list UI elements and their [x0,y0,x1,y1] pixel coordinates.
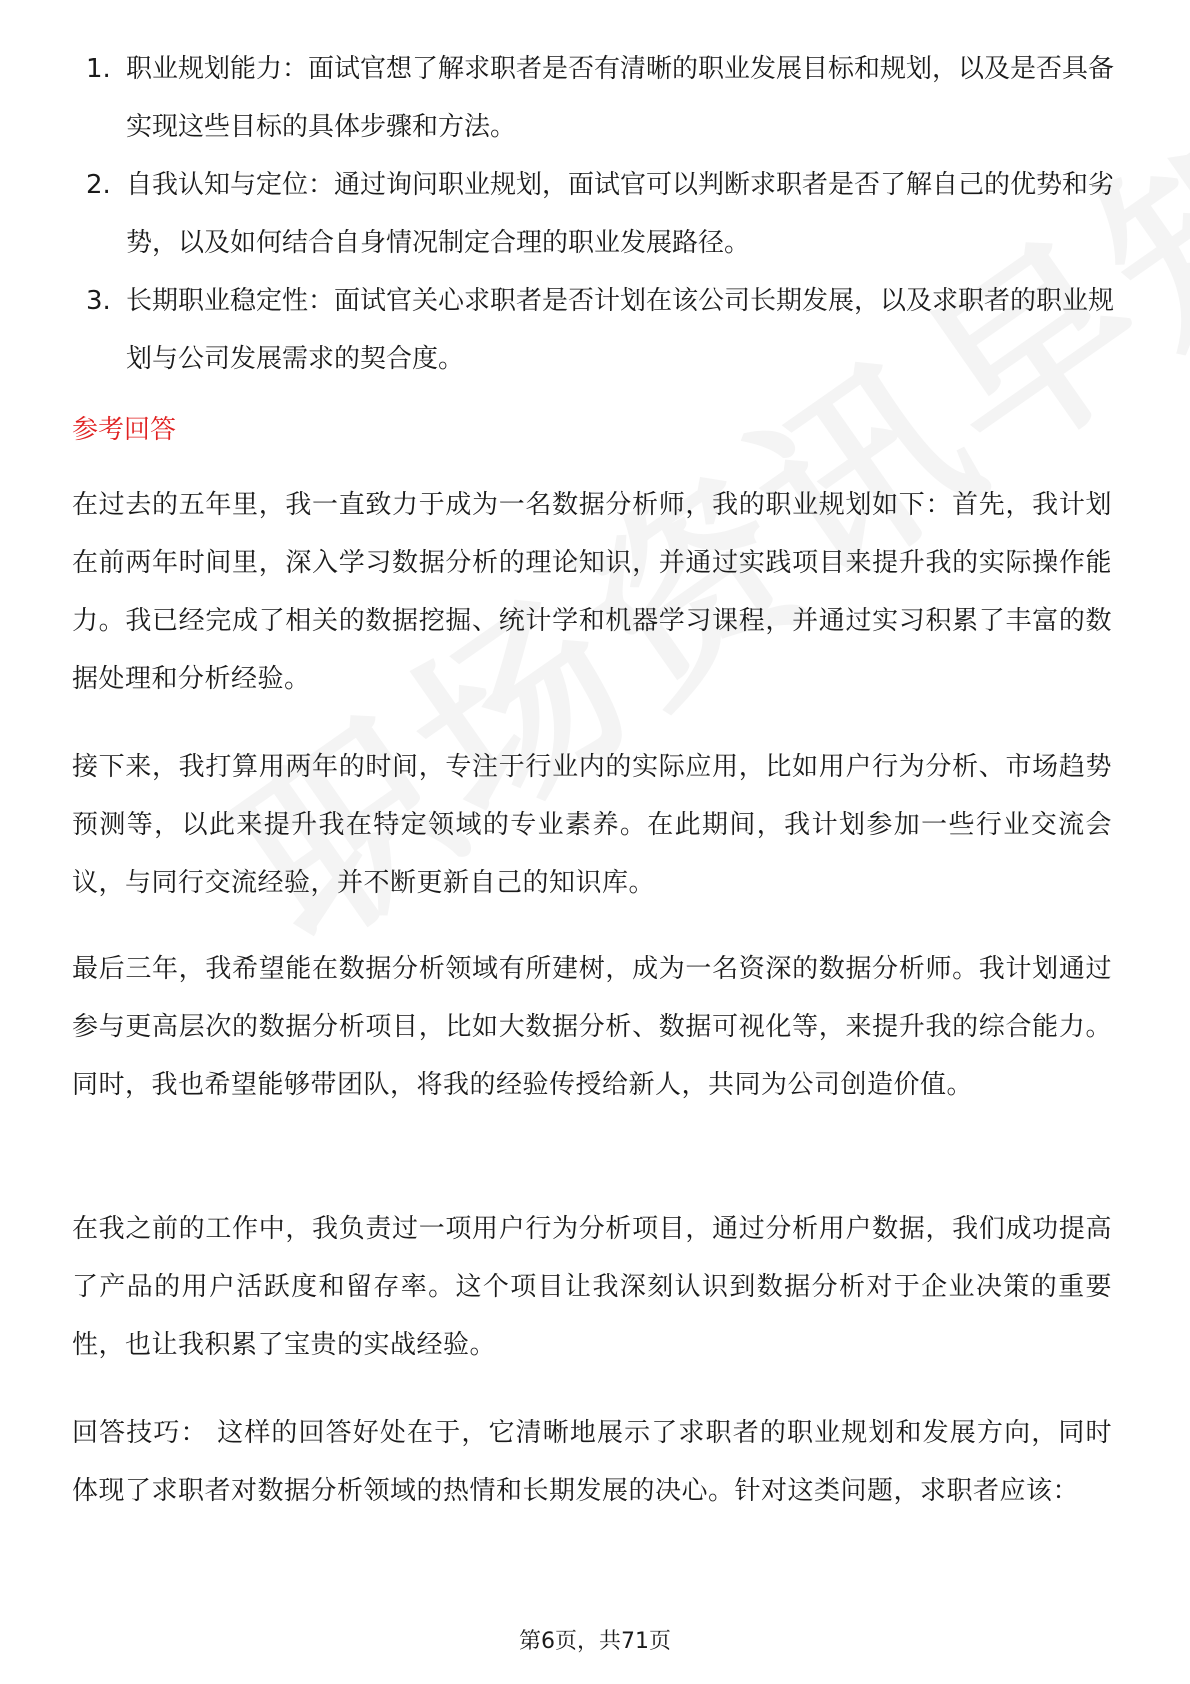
numbered-list [0,40,1190,388]
list-item-text: 自我认知与定位：通过询问职业规划，面试官可以判断求职者是否了解自己的优势和劣势，以及如何结合自身情况制定合理的职业发展路径。 [126,170,1115,258]
list-number: 1. [86,54,111,84]
section-heading: 参考回答 [72,415,177,445]
page-footer: 第6页，共71页 [519,1629,671,1654]
paragraph: 回答技巧： 这样的回答好处在于，它清晰地展示了求职者的职业规划和发展方向，同时体现了求职者对数据分析领域的热情和长期发展的决心。针对这类问题，求职者应该： [72,1418,1112,1506]
list-number: 2. [86,170,111,200]
paragraph: 在过去的五年里，我一直致力于成为一名数据分析师，我的职业规划如下：首先，我计划在前两年时间里，深入学习数据分析的理论知识，并通过实践项目来提升我的实际操作能力。我已经完成了相关的数据挖掘、统计学和机器学习课程，并通过实习积累了丰富的数据处理和分析经验。 [72,490,1112,694]
list-item [0,156,1190,272]
list-item [0,272,1190,388]
paragraph: 接下来，我打算用两年的时间，专注于行业内的实际应用，比如用户行为分析、市场趋势预测等，以此来提升我在特定领域的专业素养。在此期间，我计划参加一些行业交流会议，与同行交流经验，并不断更新自己的知识库。 [72,752,1112,898]
paragraph: 在我之前的工作中，我负责过一项用户行为分析项目，通过分析用户数据，我们成功提高了产品的用户活跃度和留存率。这个项目让我深刻认识到数据分析对于企业决策的重要性，也让我积累了宝贵的实战经验。 [72,1214,1112,1360]
list-item-text: 长期职业稳定性：面试官关心求职者是否计划在该公司长期发展，以及求职者的职业规划与公司发展需求的契合度。 [126,286,1115,374]
list-number: 3. [86,286,111,316]
paragraph: 最后三年，我希望能在数据分析领域有所建树，成为一名资深的数据分析师。我计划通过参与更高层次的数据分析项目，比如大数据分析、数据可视化等，来提升我的综合能力。同时，我也希望能够带团队，将我的经验传授给新人，共同为公司创造价值。 [72,954,1112,1100]
list-item [0,40,1190,156]
list-item-text: 职业规划能力：面试官想了解求职者是否有清晰的职业发展目标和规划，以及是否具备实现这些目标的具体步骤和方法。 [126,54,1115,142]
